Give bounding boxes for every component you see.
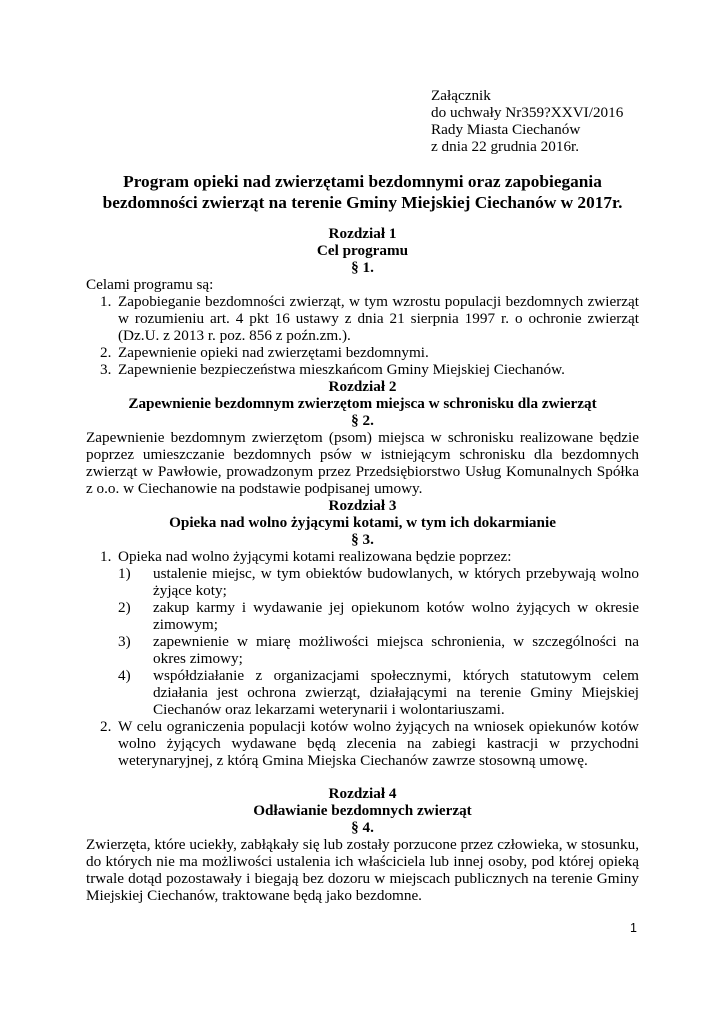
document-body: [86, 225, 639, 904]
chapter-intro: Celami programu są:: [86, 276, 214, 293]
list-number: 3.: [100, 361, 112, 378]
list-number: 2.: [100, 344, 112, 361]
chapter-title: Cel programu: [316, 242, 409, 259]
chapter-title: Odławianie bezdomnych zwierząt: [253, 802, 472, 819]
section-mark: § 1.: [351, 259, 374, 276]
list-text: Opieka nad wolno żyjącymi kotami realizowana będzie poprzez:: [118, 548, 512, 565]
chapter-heading: Rozdział 2: [328, 378, 397, 395]
list-number: 1.: [100, 293, 112, 310]
list-number: 1.: [100, 548, 112, 565]
chapter-4: [86, 785, 639, 904]
title-line: Program opieki nad zwierzętami bezdomnymi oraz zapobiegania: [123, 172, 602, 191]
chapter-title: Opieka nad wolno żyjącymi kotami, w tym ich dokarmianie: [169, 514, 556, 531]
document-title: [86, 171, 639, 213]
sublist-text: ustalenie miejsc, w tym obiektów budowlanych, w których przebywają wolno żyjące koty;: [153, 565, 639, 599]
goals-list: [86, 293, 639, 378]
title-line: bezdomności zwierząt na terenie Gminy Miejskiej Ciechanów w 2017r.: [102, 193, 623, 212]
sublist-item: [86, 599, 639, 633]
attachment-line: Rady Miasta Ciechanów: [431, 121, 581, 138]
list-item: [86, 344, 639, 361]
sublist-number: 1): [118, 565, 131, 582]
attachment-line: z dnia 22 grudnia 2016r.: [431, 138, 580, 155]
list-text: Zapewnienie bezpieczeństwa mieszkańcom Gminy Miejskiej Ciechanów.: [118, 361, 565, 378]
sublist-text: zapewnienie w miarę możliwości miejsca schronienia, w szczególności na okres zimowy;: [153, 633, 639, 667]
paragraph: Zwierzęta, które uciekły, zabłąkały się lub zostały porzucone przez człowieka, w stosunku, do których nie ma możliwości ustalenia ich właściciela lub innej osoby, pod której opieką trwale dotąd pozostawały i biegają bez dozoru w miejscach publicznych na terenie Gminy Miejskiej Ciechanów, traktowane będą jako bezdomne.: [86, 836, 639, 904]
list-number: 2.: [100, 718, 112, 735]
sublist-item: [86, 633, 639, 667]
chapter-3: [86, 497, 639, 769]
chapter-heading: Rozdział 3: [328, 497, 397, 514]
section-mark: § 3.: [351, 531, 374, 548]
section-mark: § 2.: [351, 412, 374, 429]
cat-care-list: [86, 548, 639, 565]
page-number: 1: [630, 921, 637, 935]
chapter-heading: Rozdział 4: [328, 785, 397, 802]
cat-care-list-cont: [86, 718, 639, 769]
chapter-heading: Rozdział 1: [328, 225, 397, 242]
chapter-2: [86, 378, 639, 497]
sublist-number: 2): [118, 599, 131, 616]
list-text: Zapobieganie bezdomności zwierząt, w tym wzrostu populacji bezdomnych zwierząt w rozumieniu art. 4 pkt 16 ustawy z dnia 21 sierpnia 1997 r. o ochronie zwierząt (Dz.U. z 2013 r. poz. 856 z poźn.zm.).: [118, 293, 639, 344]
list-item: [86, 718, 639, 769]
sublist-text: współdziałanie z organizacjami społecznymi, których statutowym celem działania jest ochrona zwierząt, działającymi na terenie Gminy Miejskiej Ciechanów oraz lekarzami weterynarii i wolontariuszami.: [153, 667, 639, 718]
list-text: W celu ograniczenia populacji kotów wolno żyjących na wniosek opiekunów kotów wolno żyjących wydawane będą zlecenia na zabiegi kastracji w przychodni weterynaryjnej, z którą Gmina Miejska Ciechanów zawrze stosowną umowę.: [118, 718, 639, 769]
sublist-item: [86, 667, 639, 718]
list-text: Zapewnienie opieki nad zwierzętami bezdomnymi.: [118, 344, 429, 361]
chapter-title: Zapewnienie bezdomnym zwierzętom miejsca w schronisku dla zwierząt: [128, 395, 597, 412]
attachment-header: [431, 87, 711, 155]
section-mark: § 4.: [351, 819, 374, 836]
sublist-number: 3): [118, 633, 131, 650]
chapter-1: [86, 225, 639, 378]
sublist-number: 4): [118, 667, 131, 684]
attachment-line: Załącznik: [431, 87, 491, 104]
attachment-line: do uchwały Nr359?XXVI/2016: [431, 104, 624, 121]
list-item: [86, 293, 639, 344]
list-item: [86, 361, 639, 378]
cat-care-sublist: [86, 565, 639, 718]
sublist-item: [86, 565, 639, 599]
paragraph: Zapewnienie bezdomnym zwierzętom (psom) miejsca w schronisku realizowane będzie poprzez umieszczanie bezdomnych psów w istniejącym schronisku dla bezdomnych zwierząt w Pawłowie, prowadzonym przez Przedsiębiorstwo Usług Komunalnych Spółka z o.o. w Ciechanowie na podstawie podpisanej umowy.: [86, 429, 639, 497]
sublist-text: zakup karmy i wydawanie jej opiekunom kotów wolno żyjących w okresie zimowym;: [153, 599, 639, 633]
list-item: [86, 548, 639, 565]
